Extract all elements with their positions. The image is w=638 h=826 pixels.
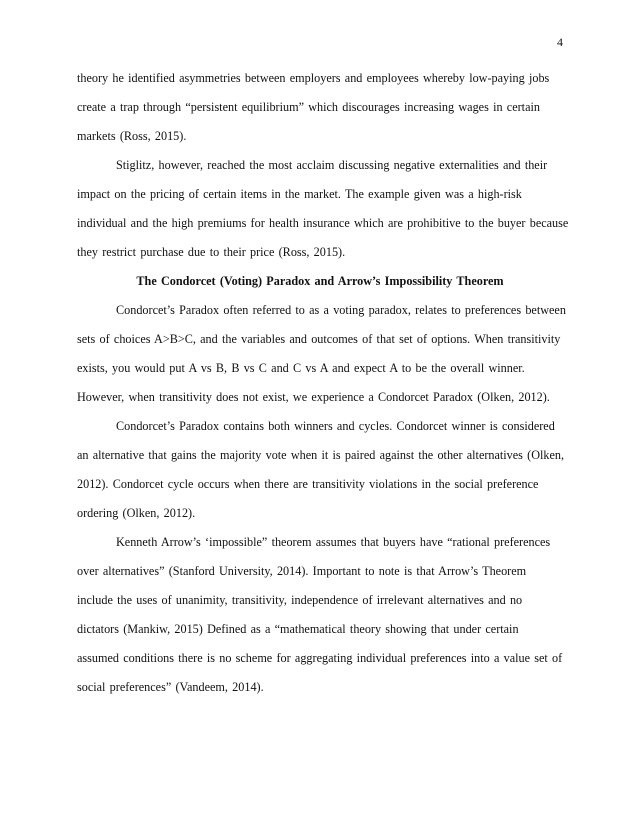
text-line: dictators (Mankiw, 2015) Defined as a “mathematical theory showing that under certain [77, 622, 519, 636]
text-line: Kenneth Arrow’s ‘impossible” theorem assumes that buyers have “rational preferences [116, 535, 551, 549]
text-line: they restrict purchase due to their price (Ross, 2015). [77, 245, 346, 259]
text-line: 2012). Condorcet cycle occurs when there are transitivity violations in the social preference [77, 477, 539, 491]
text-line: over alternatives” (Stanford University, 2014). Important to note is that Arrow’s Theorem [77, 564, 527, 578]
text-line: individual and the high premiums for health insurance which are prohibitive to the buyer because [77, 216, 569, 230]
section-heading: The Condorcet (Voting) Paradox and Arrow’s Impossibility Theorem [136, 274, 504, 288]
text-line: markets (Ross, 2015). [77, 129, 187, 143]
text-line: Stiglitz, however, reached the most acclaim discussing negative externalities and their [116, 158, 548, 172]
text-line: Condorcet’s Paradox contains both winners and cycles. Condorcet winner is considered [116, 419, 555, 433]
text-line: social preferences” (Vandeem, 2014). [77, 680, 264, 694]
text-line: ordering (Olken, 2012). [77, 506, 196, 520]
text-line: sets of choices A>B>C, and the variables and outcomes of that set of options. When transitivity [77, 332, 561, 346]
text-line: exists, you would put A vs B, B vs C and C vs A and expect A to be the overall winner. [77, 361, 525, 375]
text-line: Condorcet’s Paradox often referred to as a voting paradox, relates to preferences between [116, 303, 566, 317]
body-text [77, 64, 569, 702]
page-number: 4 [557, 35, 563, 49]
text-line: impact on the pricing of certain items in the market. The example given was a high-risk [77, 187, 522, 201]
text-line: include the uses of unanimity, transitivity, independence of irrelevant alternatives and no [77, 593, 523, 607]
text-line: assumed conditions there is no scheme for aggregating individual preferences into a value set of [77, 651, 563, 665]
text-line: However, when transitivity does not exist, we experience a Condorcet Paradox (Olken, 2012). [77, 390, 550, 404]
text-line: theory he identified asymmetries between employers and employees whereby low-paying jobs [77, 71, 550, 85]
text-line: an alternative that gains the majority vote when it is paired against the other alternatives (Olken, [77, 448, 565, 462]
text-line: create a trap through “persistent equilibrium” which discourages increasing wages in certain [77, 100, 540, 114]
